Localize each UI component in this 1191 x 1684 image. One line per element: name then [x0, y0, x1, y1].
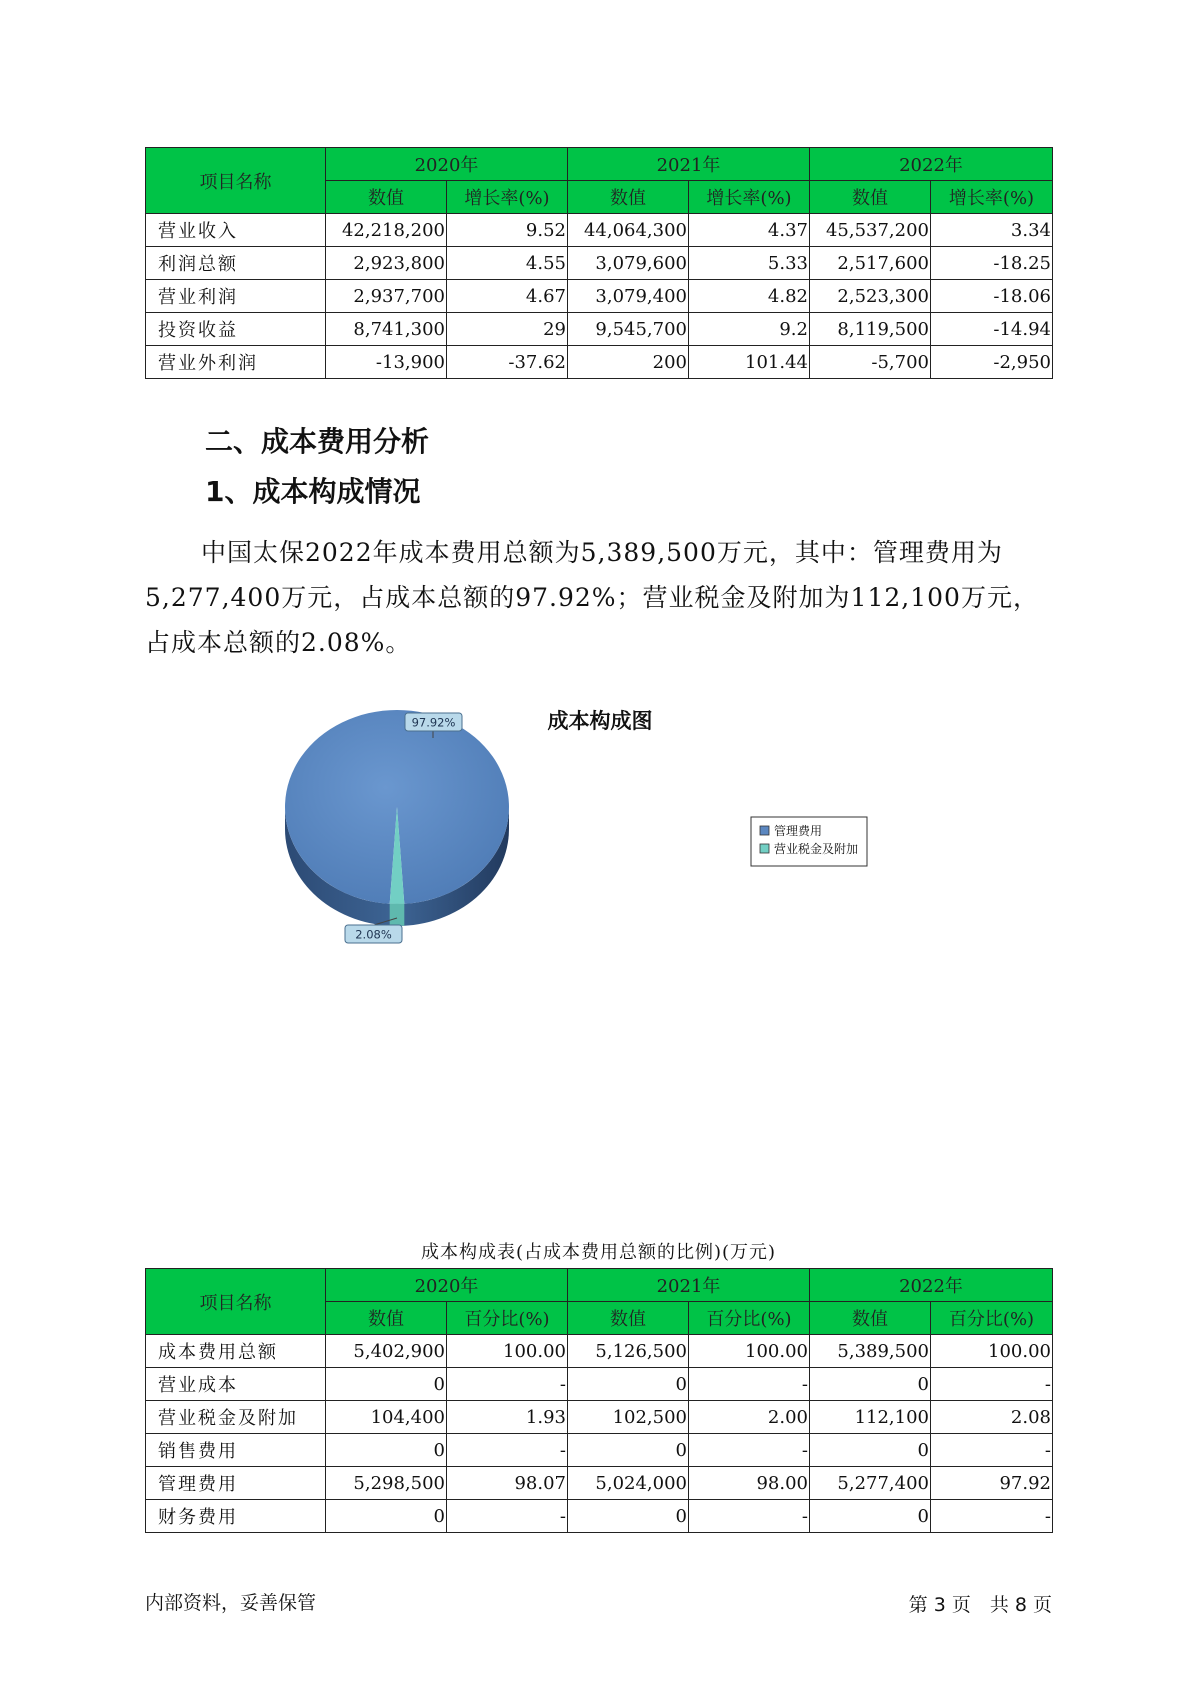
table-row	[146, 1500, 1053, 1533]
table-cell: -	[447, 1368, 568, 1401]
table-cell: -	[931, 1500, 1053, 1533]
row-label: 财务费用	[146, 1500, 326, 1533]
header-growth: 增长率(%)	[931, 181, 1053, 214]
table2-caption: 成本构成表(占成本费用总额的比例)(万元)	[420, 1242, 777, 1263]
table-cell: 5,402,900	[326, 1335, 447, 1368]
table-cell: 100.00	[931, 1335, 1053, 1368]
header-item-name: 项目名称	[146, 148, 326, 214]
table-cell: 8,119,500	[810, 313, 931, 346]
pie	[285, 710, 509, 943]
header-year: 2020年	[326, 1269, 568, 1302]
financial-summary-table	[145, 147, 1053, 379]
pie-slice-tax-side	[390, 904, 405, 926]
row-label: 营业利润	[146, 280, 326, 313]
header-percent: 百分比(%)	[447, 1302, 568, 1335]
table1-body	[146, 214, 1053, 379]
legend-swatch	[760, 826, 769, 835]
table-cell: 4.82	[689, 280, 810, 313]
table-cell: 29	[447, 313, 568, 346]
table-cell: 0	[326, 1434, 447, 1467]
table-cell: 0	[326, 1368, 447, 1401]
table-cell: 44,064,300	[568, 214, 689, 247]
legend-label: 营业税金及附加	[774, 842, 859, 856]
table-cell: -2,950	[931, 346, 1053, 379]
table-row	[146, 1434, 1053, 1467]
table-cell: 2,517,600	[810, 247, 931, 280]
table-row	[146, 1401, 1053, 1434]
table-cell: 97.92	[931, 1467, 1053, 1500]
table-cell: 5,277,400	[810, 1467, 931, 1500]
section-heading: 二、成本费用分析	[205, 425, 430, 458]
table-cell: 9,545,700	[568, 313, 689, 346]
table-cell: 5.33	[689, 247, 810, 280]
table-cell: 0	[568, 1368, 689, 1401]
table-cell: 104,400	[326, 1401, 447, 1434]
table-cell: 102,500	[568, 1401, 689, 1434]
table-cell: 3,079,400	[568, 280, 689, 313]
table-row	[146, 247, 1053, 280]
cost-composition-table	[145, 1268, 1053, 1533]
header-year: 2021年	[568, 1269, 810, 1302]
header-growth: 增长率(%)	[447, 181, 568, 214]
row-label: 营业收入	[146, 214, 326, 247]
table-row	[146, 1467, 1053, 1500]
row-label: 营业外利润	[146, 346, 326, 379]
data-label-tax-surcharge: 2.08%	[355, 927, 392, 942]
table-cell: 5,024,000	[568, 1467, 689, 1500]
paragraph-line: 中国太保2022年成本费用总额为5,389,500万元，其中：管理费用为	[201, 538, 1003, 567]
table-cell: 9.52	[447, 214, 568, 247]
table-cell: -18.25	[931, 247, 1053, 280]
table-row	[146, 1335, 1053, 1368]
table-cell: -	[931, 1368, 1053, 1401]
table-cell: 0	[568, 1500, 689, 1533]
row-label: 营业税金及附加	[146, 1401, 326, 1434]
table-cell: 98.00	[689, 1467, 810, 1500]
table-cell: -	[931, 1434, 1053, 1467]
cost-summary-paragraph	[145, 530, 1055, 665]
table-cell: 100.00	[689, 1335, 810, 1368]
table-cell: 98.07	[447, 1467, 568, 1500]
header-value: 数值	[810, 1302, 931, 1335]
table-cell: -	[689, 1434, 810, 1467]
table-cell: 2.08	[931, 1401, 1053, 1434]
table-cell: 2.00	[689, 1401, 810, 1434]
legend-swatch	[760, 844, 769, 853]
table-cell: 5,126,500	[568, 1335, 689, 1368]
row-label: 投资收益	[146, 313, 326, 346]
row-label: 营业成本	[146, 1368, 326, 1401]
table-cell: 5,389,500	[810, 1335, 931, 1368]
header-value: 数值	[326, 1302, 447, 1335]
table-row	[146, 280, 1053, 313]
table-row	[146, 346, 1053, 379]
header-year: 2020年	[326, 148, 568, 181]
table-cell: 0	[810, 1500, 931, 1533]
header-value: 数值	[568, 181, 689, 214]
table-cell: -	[447, 1434, 568, 1467]
legend-label: 管理费用	[774, 824, 823, 838]
table-cell: 101.44	[689, 346, 810, 379]
header-year: 2021年	[568, 148, 810, 181]
footer-confidential: 内部资料，妥善保管	[145, 1592, 317, 1614]
table-cell: 0	[810, 1434, 931, 1467]
sub-heading: 1、成本构成情况	[205, 475, 421, 508]
footer-page-number: 第 3 页 共 8 页	[908, 1594, 1052, 1616]
table-cell: 9.2	[689, 313, 810, 346]
table-cell: 2,923,800	[326, 247, 447, 280]
table-cell: -18.06	[931, 280, 1053, 313]
header-value: 数值	[810, 181, 931, 214]
row-label: 管理费用	[146, 1467, 326, 1500]
table-cell: -	[689, 1500, 810, 1533]
paragraph-line: 占成本总额的2.08%。	[145, 628, 412, 657]
table-cell: 200	[568, 346, 689, 379]
table-row	[146, 313, 1053, 346]
table-cell: 4.37	[689, 214, 810, 247]
table-cell: 3.34	[931, 214, 1053, 247]
header-year: 2022年	[810, 148, 1053, 181]
header-item-name: 项目名称	[146, 1269, 326, 1335]
table-cell: 3,079,600	[568, 247, 689, 280]
table-cell: 42,218,200	[326, 214, 447, 247]
table-cell: 2,937,700	[326, 280, 447, 313]
row-label: 利润总额	[146, 247, 326, 280]
header-percent: 百分比(%)	[931, 1302, 1053, 1335]
table-cell: 2,523,300	[810, 280, 931, 313]
table-cell: -13,900	[326, 346, 447, 379]
header-value: 数值	[568, 1302, 689, 1335]
table-cell: 5,298,500	[326, 1467, 447, 1500]
table-cell: 112,100	[810, 1401, 931, 1434]
header-year: 2022年	[810, 1269, 1053, 1302]
header-growth: 增长率(%)	[689, 181, 810, 214]
data-label-management-fee: 97.92%	[411, 715, 456, 730]
table-cell: 0	[810, 1368, 931, 1401]
cost-composition-chart	[260, 700, 940, 1030]
table-cell: -37.62	[447, 346, 568, 379]
table-cell: 0	[326, 1500, 447, 1533]
table-row	[146, 214, 1053, 247]
chart-legend	[751, 817, 867, 866]
chart-title: 成本构成图	[547, 709, 653, 733]
row-label: 成本费用总额	[146, 1335, 326, 1368]
header-value: 数值	[326, 181, 447, 214]
table-cell: 1.93	[447, 1401, 568, 1434]
table-cell: 100.00	[447, 1335, 568, 1368]
table-row	[146, 1368, 1053, 1401]
header-percent: 百分比(%)	[689, 1302, 810, 1335]
table-cell: -14.94	[931, 313, 1053, 346]
table-cell: 8,741,300	[326, 313, 447, 346]
table-cell: 4.67	[447, 280, 568, 313]
table-cell: -	[447, 1500, 568, 1533]
row-label: 销售费用	[146, 1434, 326, 1467]
paragraph-line: 5,277,400万元，占成本总额的97.92%；营业税金及附加为112,100万元，	[145, 583, 1039, 612]
table-cell: 45,537,200	[810, 214, 931, 247]
table-cell: 0	[568, 1434, 689, 1467]
table-cell: 4.55	[447, 247, 568, 280]
table-cell: -5,700	[810, 346, 931, 379]
table2-body	[146, 1335, 1053, 1533]
table-cell: -	[689, 1368, 810, 1401]
